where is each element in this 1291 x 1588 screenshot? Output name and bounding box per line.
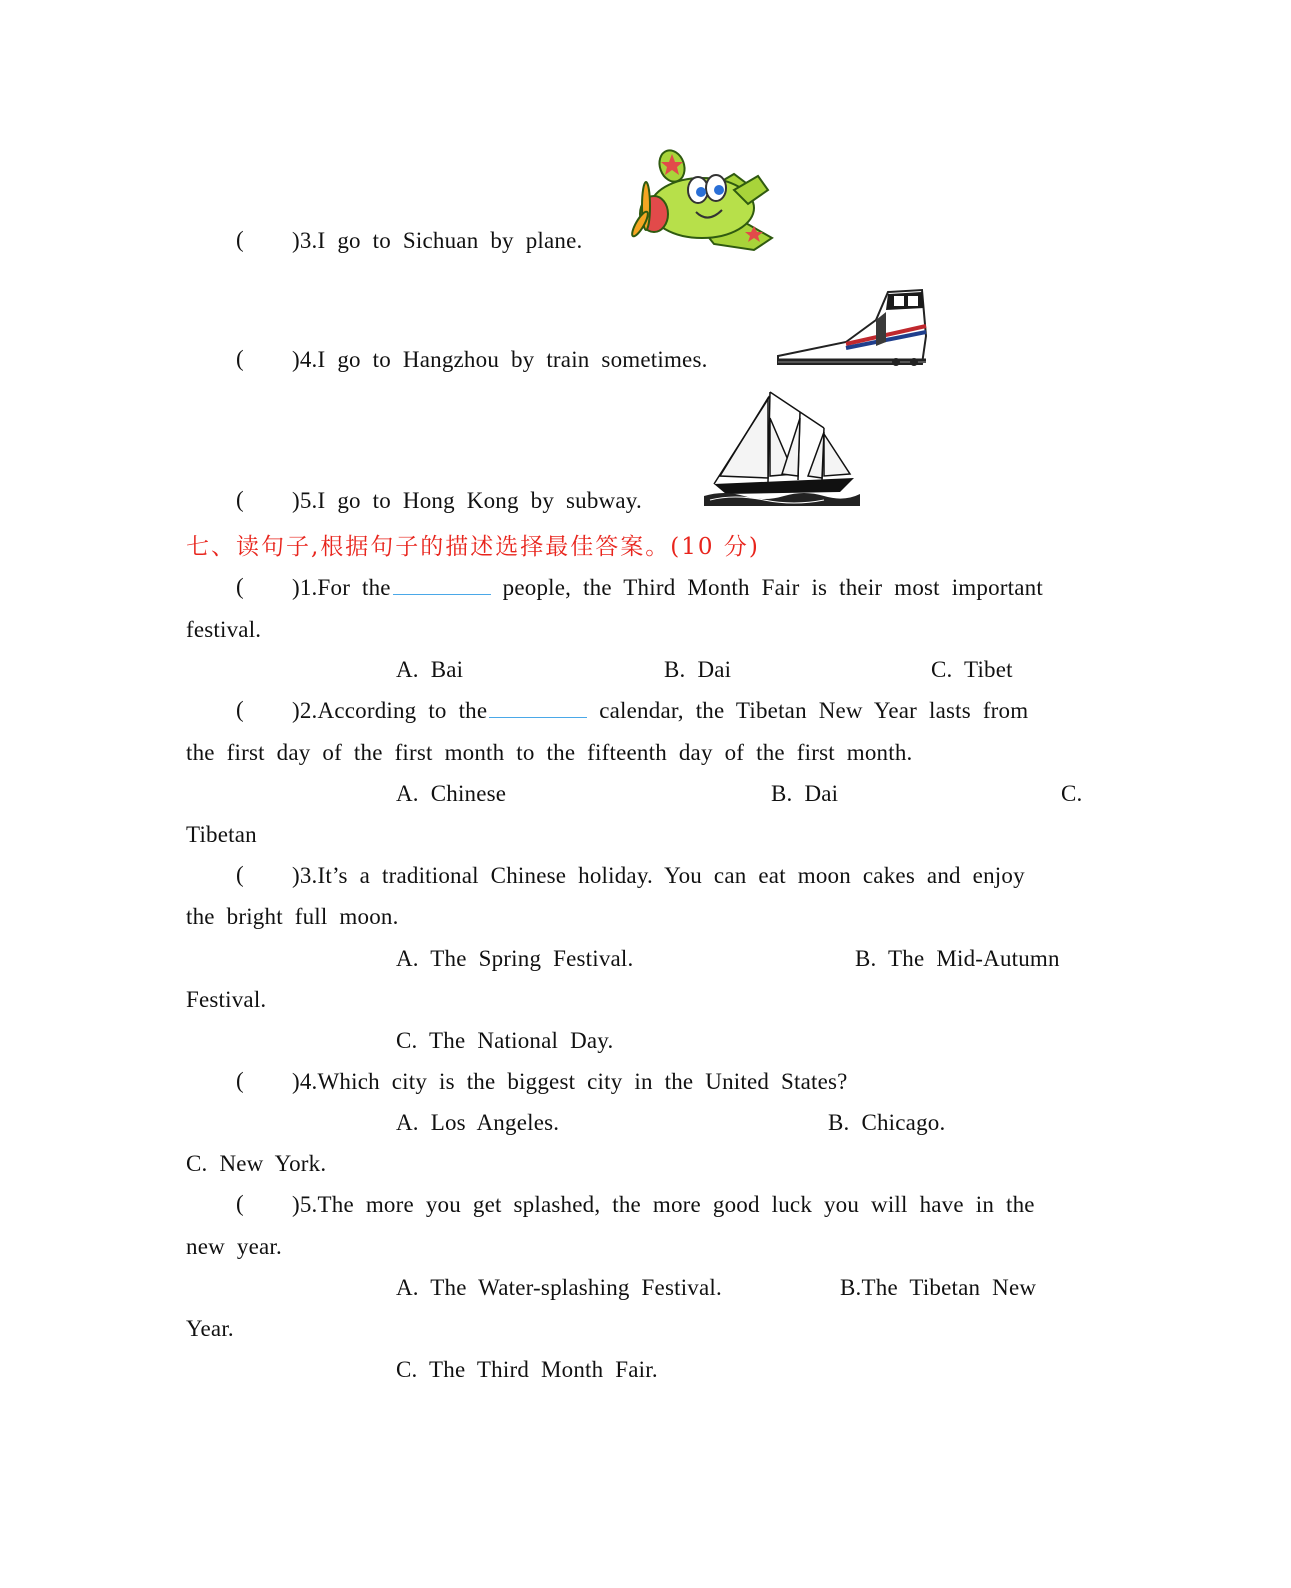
question-text: )4.Which city is the biggest city in the United States? — [292, 1069, 848, 1094]
option-b[interactable]: B. The Mid-Autumn — [855, 946, 1060, 971]
question-text-cont: new year. — [186, 1234, 282, 1259]
option-b[interactable]: B. Dai — [664, 657, 732, 682]
option-b[interactable]: B. Dai — [771, 781, 839, 806]
answer-paren[interactable]: ( — [236, 574, 244, 599]
question-text-cont: festival. — [186, 617, 262, 642]
answer-paren[interactable]: ( — [236, 862, 244, 887]
option-b-cont[interactable]: Year. — [186, 1316, 234, 1341]
question-text: )3.It’s a traditional Chinese holiday. You can eat moon cakes and enjoy — [292, 863, 1025, 888]
option-c[interactable]: C. The National Day. — [396, 1028, 614, 1053]
question-text-cont: the bright full moon. — [186, 904, 399, 929]
question-text: )3.I go to Sichuan by plane. — [292, 228, 583, 253]
answer-paren[interactable]: ( — [236, 1068, 244, 1093]
question-text: calendar, the Tibetan New Year lasts from — [587, 698, 1029, 723]
question-text: )2.According to the — [292, 698, 488, 723]
option-a[interactable]: A. The Spring Festival. — [396, 946, 634, 971]
option-b-cont[interactable]: Festival. — [186, 987, 267, 1012]
option-b[interactable]: B.The Tibetan New — [840, 1275, 1037, 1300]
train-illustration — [776, 286, 928, 368]
sailboat-illustration — [704, 388, 860, 508]
option-c[interactable]: C. New York. — [186, 1151, 327, 1176]
option-a[interactable]: A. Bai — [396, 657, 464, 682]
answer-blank[interactable] — [489, 697, 587, 718]
answer-paren[interactable]: ( — [236, 697, 244, 722]
question-2 — [292, 697, 1028, 725]
answer-paren[interactable]: ( — [236, 227, 244, 252]
option-c[interactable]: C. — [1061, 781, 1083, 806]
option-c[interactable]: C. Tibet — [931, 657, 1013, 682]
answer-paren[interactable]: ( — [236, 1191, 244, 1216]
answer-paren[interactable]: ( — [236, 346, 244, 371]
option-a[interactable]: A. The Water-splashing Festival. — [396, 1275, 722, 1300]
option-a[interactable]: A. Chinese — [396, 781, 507, 806]
section-heading: 七、读句子,根据句子的描述选择最佳答案。(10 分) — [186, 534, 760, 560]
question-text: )5.The more you get splashed, the more good luck you will have in the — [292, 1192, 1035, 1217]
answer-blank[interactable] — [393, 574, 491, 595]
option-c[interactable]: C. The Third Month Fair. — [396, 1357, 658, 1382]
question-text: )5.I go to Hong Kong by subway. — [292, 488, 642, 513]
question-text: )4.I go to Hangzhou by train sometimes. — [292, 347, 708, 372]
option-a[interactable]: A. Los Angeles. — [396, 1110, 560, 1135]
airplane-illustration — [626, 146, 776, 252]
question-text: people, the Third Month Fair is their most important — [490, 575, 1043, 600]
question-text: )1.For the — [292, 575, 391, 600]
question-text-cont: the first day of the first month to the fifteenth day of the first month. — [186, 740, 913, 765]
answer-paren[interactable]: ( — [236, 487, 244, 512]
question-1 — [292, 574, 1043, 602]
option-b[interactable]: B. Chicago. — [828, 1110, 946, 1135]
option-c-cont[interactable]: Tibetan — [186, 822, 257, 847]
